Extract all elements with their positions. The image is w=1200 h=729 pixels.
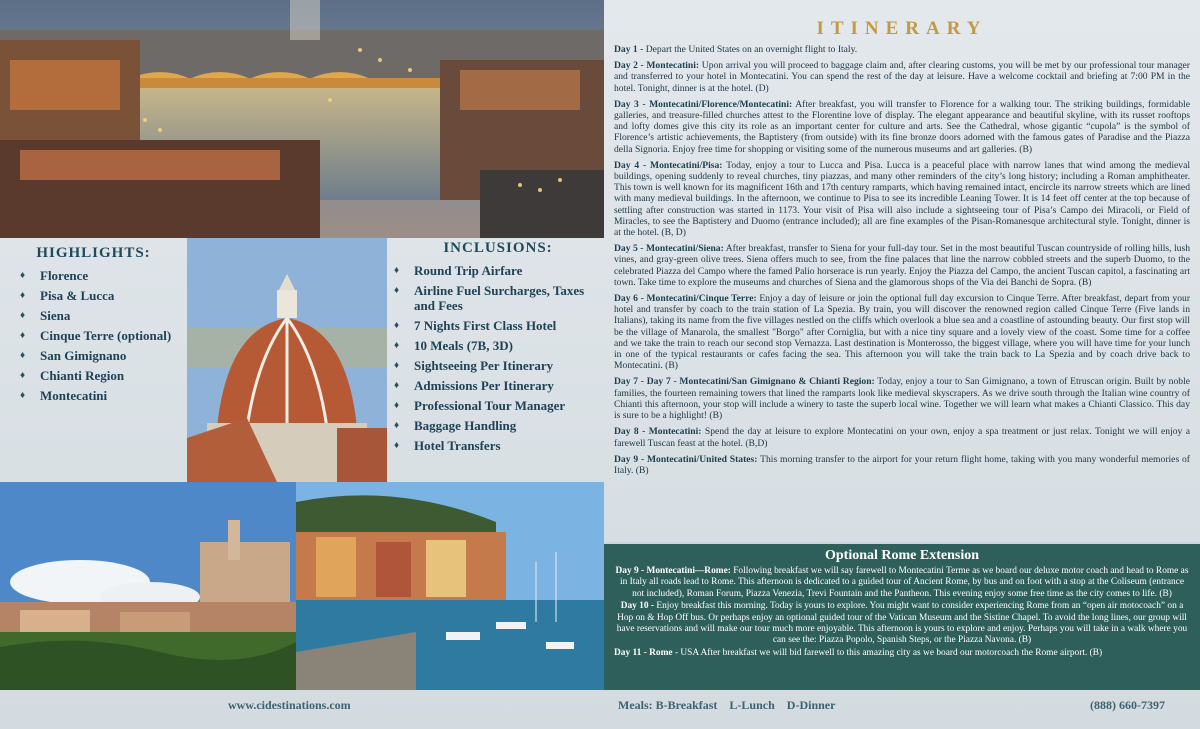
- rome-day: Day 10 - Enjoy breakfast this morning. Today is yours to explore. You might want to consider experiencing Rome from an “open air motocoach” on a Hop on & Hop Off bus. Or perhaps enjoy an optional guided tour of the Vatican Museum and the Sistine Chapel. To avoid the long lines, our group will have reservations and will make our tour much more enjoyable. This afternoon is yours to explore and enjoy. Perhaps you will take in a walk where you can see the: Piazza Popolo, Spanish Steps, or the Piazza Navona. (B): [616, 601, 1188, 646]
- itinerary-title: ITINERARY: [816, 18, 988, 39]
- itinerary-day: Day 4 - Montecatini/Pisa: Today, enjoy a tour to Lucca and Pisa. Lucca is a peaceful place with narrow lanes that wind among the medieval buildings, opening suddenly to reveal churches, tiny piazzas, and many other reminders of the city’s long history; including a Roman amphitheater. This town is well known for its magnificent 16th and 17th century ramparts, which having remained intact, encircle its narrow streets which are lined with many medieval buildings. In the afternoon, we continue to Pisa to see its incredible Leaning Tower. It is 14 feet off center at the top because of settling after construction was started in 1173. Your visit of Pisa will also include a sightseeing tour of Pisa’s Campo dei Miracoli, or Field of Miracles, to see the Baptistery and Duomo (entrance included); all are fine examples of the Pisan-Romanesque architectural style. Tonight, dinner is at the hotel. (B, D): [614, 159, 1190, 239]
- inclusion-item: ♦ Round Trip Airfare: [392, 263, 600, 278]
- itinerary-day: Day 7 - Day 7 - Montecatini/San Gimignano & Chianti Region: Today, enjoy a tour to San Gimignano, a town of Etruscan origin. Built by noble families, the fourteen remaining towers that lined the ramparts look like medieval skyscrapers. As we drive south through the Italian wine country of Chianti this afternoon, your stop will include a winery to taste the superb local wine. Together we will learn what makes a Chianti Classico. This day is sure to be a highlight! (B): [614, 376, 1190, 422]
- florence-night-photo: [0, 0, 604, 238]
- highlight-item: ♦ Siena: [18, 308, 183, 323]
- highlight-item: ♦ Florence: [18, 268, 183, 283]
- highlight-item: ♦ Pisa & Lucca: [18, 288, 183, 303]
- itinerary-day: Day 8 - Montecatini: Spend the day at leisure to explore Montecatini on your own, enjoy a spa treatment or just relax. Tonight we will enjoy a farewell Tuscan feast at the hotel. (B,D): [614, 426, 1190, 449]
- rome-day: Day 11 - Rome - USA After breakfast we will bid farewell to this amazing city as we board our motorcoach the Rome airport. (B): [614, 647, 1103, 658]
- itinerary-day: Day 3 - Montecatini/Florence/Montecatini: After breakfast, you will transfer to Florence for a walking tour. The striking buildings, formidable galleries, and treasure-filled churches attest to the Florentine love of display. The elegant appearance and beautiful skyline, with its russet rooftops and lofty domes give this city its role as an important center for culture and arts. See the Cathedral, whose gigantic “cupola” is the symbol of Florence’s artistic achievements, the Baptistery (from outside) with its fine bronze doors adorned with the famous gates of Paradise and the Piazza della Signoria. Enjoy free time for shopping or visiting some of the numerous museums and art galleries. (B): [614, 98, 1190, 155]
- inclusion-item: ♦ Baggage Handling: [392, 418, 600, 433]
- highlights-list: [18, 268, 183, 408]
- tuscan-hilltown-photo: [0, 482, 296, 690]
- highlights-title: HIGHLIGHTS:: [36, 245, 151, 261]
- inclusion-item: ♦ Hotel Transfers: [392, 438, 600, 453]
- rome-extension-title: Optional Rome Extension: [824, 548, 979, 563]
- highlight-item: ♦ San Gimignano: [18, 348, 183, 363]
- itinerary-day: Day 9 - Montecatini/United States: This morning transfer to the airport for your return flight home, taking with you many wonderful memories of Italy. (B): [614, 453, 1190, 476]
- inclusion-item: ♦ Sightseeing Per Itinerary: [392, 358, 600, 373]
- highlight-item: ♦ Montecatini: [18, 388, 183, 403]
- portofino-harbor-photo: [296, 482, 604, 690]
- highlight-item: ♦ Chianti Region: [18, 368, 183, 383]
- inclusion-item: ♦ Professional Tour Manager: [392, 398, 600, 413]
- itinerary-day: Day 5 - Montecatini/Siena: After breakfast, transfer to Siena for your full-day tour. Set in the most beautiful Tuscan countryside of rolling hills, lush vines, and gray-green olive trees. Siena offers much to see, from the fine palaces that line the narrow cobbled streets and the superb Duomo, to the celebrated Piazza del Campo where the famed Palio horserace is run yearly. Enjoy the Piazza del Campo, the ancient Tuscan capitol, a fascinating art town. Take time to explore the museums and churches of Siena and the glamorous shops of the Via dei Banchi de Sopra. (B): [614, 243, 1190, 288]
- itinerary-day: Day 2 - Montecatini: Upon arrival you will proceed to baggage claim and, after clearing customs, you will be met by our professional tour manager and transferred to your hotel in Montecatini. You can spend the rest of the day at leisure. Have a welcome cocktail and briefing at 7:00 PM in the hotel. Tonight, dinner is at the hotel. (D): [614, 60, 1191, 94]
- rome-extension-box: [604, 542, 1200, 690]
- phone-number: (888) 660-7397: [1090, 698, 1165, 712]
- itinerary-day: Day 6 - Montecatini/Cinque Terre: Enjoy a day of leisure or join the optional full day excursion to Cinque Terre. After breakfast, depart from your hotel and transfer by coach to the train station of La Spezia. By train, you will discover the renowned region called Cinque Terre (Five lands in Italians), taking its name from the five villages nestled on the cliffs which overlook a blue sea and a coastline of astounding beauty. Our first stop will be the village of Manarola, the smallest "Borgo" after Corniglia, but with a nice tiny square and a lovely view of the coast. Some time for a coffee and we take the train to reach our second stop Vernazza. Last destination is Monterosso, the biggest village, where you will have time for your lunch in one of the typical restaurants or cafes facing the sea. This afternoon you will take the train back to La Spezia and by coach drive back to Montecatini. (B): [614, 293, 1191, 372]
- duomo-photo: [187, 238, 387, 482]
- itinerary-days: [614, 44, 1190, 481]
- meals-legend: Meals: B-Breakfast L-Lunch D-Dinner: [618, 698, 836, 712]
- inclusions-title: INCLUSIONS:: [443, 240, 553, 256]
- inclusion-item: ♦ Airline Fuel Surcharges, Taxes and Fees: [392, 283, 600, 313]
- inclusion-item: ♦ 10 Meals (7B, 3D): [392, 338, 600, 353]
- inclusion-item: ♦ 7 Nights First Class Hotel: [392, 318, 600, 333]
- highlight-item: ♦ Cinque Terre (optional): [18, 328, 183, 343]
- website-link[interactable]: www.cidestinations.com: [228, 698, 351, 712]
- inclusions-list: [392, 263, 600, 458]
- inclusion-item: ♦ Admissions Per Itinerary: [392, 378, 600, 393]
- rome-day: Day 9 - Montecatini—Rome: Following breakfast we will say farewell to Montecatini Terme as we board our deluxe motor coach and head to Rome as in Italy all roads lead to Rome. This afternoon is dedicated to a guided tour of Ancient Rome, by bus and on foot with a stop at the Coliseum (entrance not included), Roman Forum, Piazza Venezia, Trevi Fountain and the Pantheon. This evening enjoy some free time as the city comes to life. (B): [615, 566, 1189, 599]
- itinerary-day: Day 1 - Depart the United States on an overnight flight to Italy.: [614, 44, 858, 55]
